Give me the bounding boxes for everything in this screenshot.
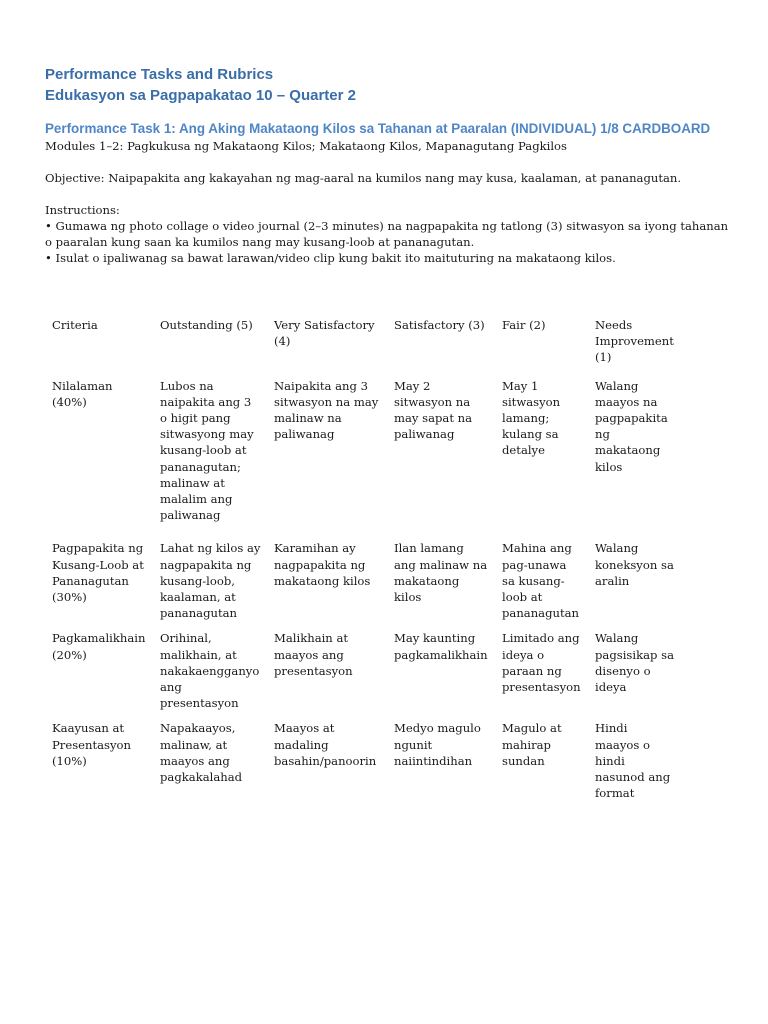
rubric-header-cell: Very Satisfactory (4) <box>274 318 375 349</box>
rubric-header-cell: Needs Improvement (1) <box>595 318 674 365</box>
instructions-section <box>45 202 735 266</box>
document-title-line1: Performance Tasks and Rubrics <box>45 66 274 83</box>
rubric-cell: Ilan lamang ang malinaw na makataong kilos <box>394 541 488 605</box>
modules-text: Modules 1–2: Pagkukusa ng Makataong Kilos; Makataong Kilos, Mapanagutang Pagkilos <box>45 139 567 153</box>
rubric-row <box>45 630 681 720</box>
rubric-criteria-cell: Pagkamalikhain (20%) <box>52 631 146 662</box>
task-title: Performance Task 1: Ang Aking Makataong Kilos sa Tahanan at Paaralan (INDIVIDUAL) 1/8 CARDBOARD <box>45 121 711 136</box>
rubric-header-cell: Criteria <box>52 318 98 332</box>
objective-text: Objective: Naipapakita ang kakayahan ng mag-aaral na kumilos nang may kusa, kaalaman, at pananagutan. <box>45 171 682 185</box>
instruction-item: • Gumawa ng photo collage o video journal (2–3 minutes) na nagpapakita ng tatlong (3) sitwasyon sa iyong tahanan o paaralan kung saan ka kumilos nang may kusang-loob at pananagutan. <box>45 219 729 249</box>
rubric-header-row <box>45 314 681 378</box>
rubric-cell: Malikhain at maayos ang presentasyon <box>274 631 353 678</box>
rubric-cell: Mahina ang pag-unawa sa kusang-loob at pananagutan <box>502 541 580 621</box>
rubric-header-cell: Satisfactory (3) <box>394 318 485 332</box>
rubric-cell: Hindi maayos o hindi nasunod ang format <box>595 721 671 801</box>
rubric-cell: Napakaayos, malinaw, at maayos ang pagkakalahad <box>160 721 243 785</box>
rubric-cell: Limitado ang ideya o paraan ng presentasyon <box>502 631 581 695</box>
rubric-cell: Magulo at mahirap sundan <box>502 721 562 768</box>
instructions-label: Instructions: <box>45 203 120 217</box>
document-page <box>45 64 735 266</box>
rubric-criteria-cell: Nilalaman (40%) <box>52 378 113 409</box>
instruction-item: • Isulat o ipaliwanag sa bawat larawan/video clip kung bakit ito maituturing na makataong kilos. <box>45 251 616 265</box>
rubric-cell: Lubos na naipakita ang 3 o higit pang sitwasyong may kusang-loob at pananagutan; malinaw at malalim ang paliwanag <box>160 378 254 523</box>
rubric-cell: Walang maayos na pagpapakita ng makataong kilos <box>595 378 668 474</box>
rubric-criteria-cell: Kaayusan at Presentasyon (10%) <box>52 721 131 768</box>
rubric-row <box>45 720 681 807</box>
rubric-cell: Maayos at madaling basahin/panoorin <box>274 721 377 768</box>
document-title-line2: Edukasyon sa Pagpapakatao 10 – Quarter 2 <box>45 87 356 104</box>
rubric-row <box>45 378 681 541</box>
rubric-table <box>45 314 681 807</box>
rubric-cell: May 2 sitwasyon na may sapat na paliwanag <box>394 378 473 442</box>
rubric-header-cell: Outstanding (5) <box>160 318 253 332</box>
rubric-cell: May kaunting pagkamalikhain <box>394 631 488 662</box>
rubric-cell: Naipakita ang 3 sitwasyon na may malinaw na paliwanag <box>274 378 379 442</box>
rubric-cell: May 1 sitwasyon lamang; kulang sa detalye <box>502 378 561 458</box>
rubric-cell: Lahat ng kilos ay nagpapakita ng kusang-loob, kaalaman, at pananagutan <box>160 541 261 621</box>
rubric-row <box>45 540 681 630</box>
rubric-cell: Walang pagsisikap sa disenyo o ideya <box>595 631 674 695</box>
rubric-cell: Orihinal, malikhain, at nakakaengganyo ang presentasyon <box>160 631 260 711</box>
rubric-cell: Medyo magulo ngunit naiintindihan <box>394 721 481 768</box>
rubric-criteria-cell: Pagpapakita ng Kusang-Loob at Pananagutan (30%) <box>52 541 144 605</box>
rubric-cell: Walang koneksyon sa aralin <box>595 541 674 588</box>
rubric-cell: Karamihan ay nagpapakita ng makataong kilos <box>274 541 371 588</box>
rubric-header-cell: Fair (2) <box>502 318 546 332</box>
